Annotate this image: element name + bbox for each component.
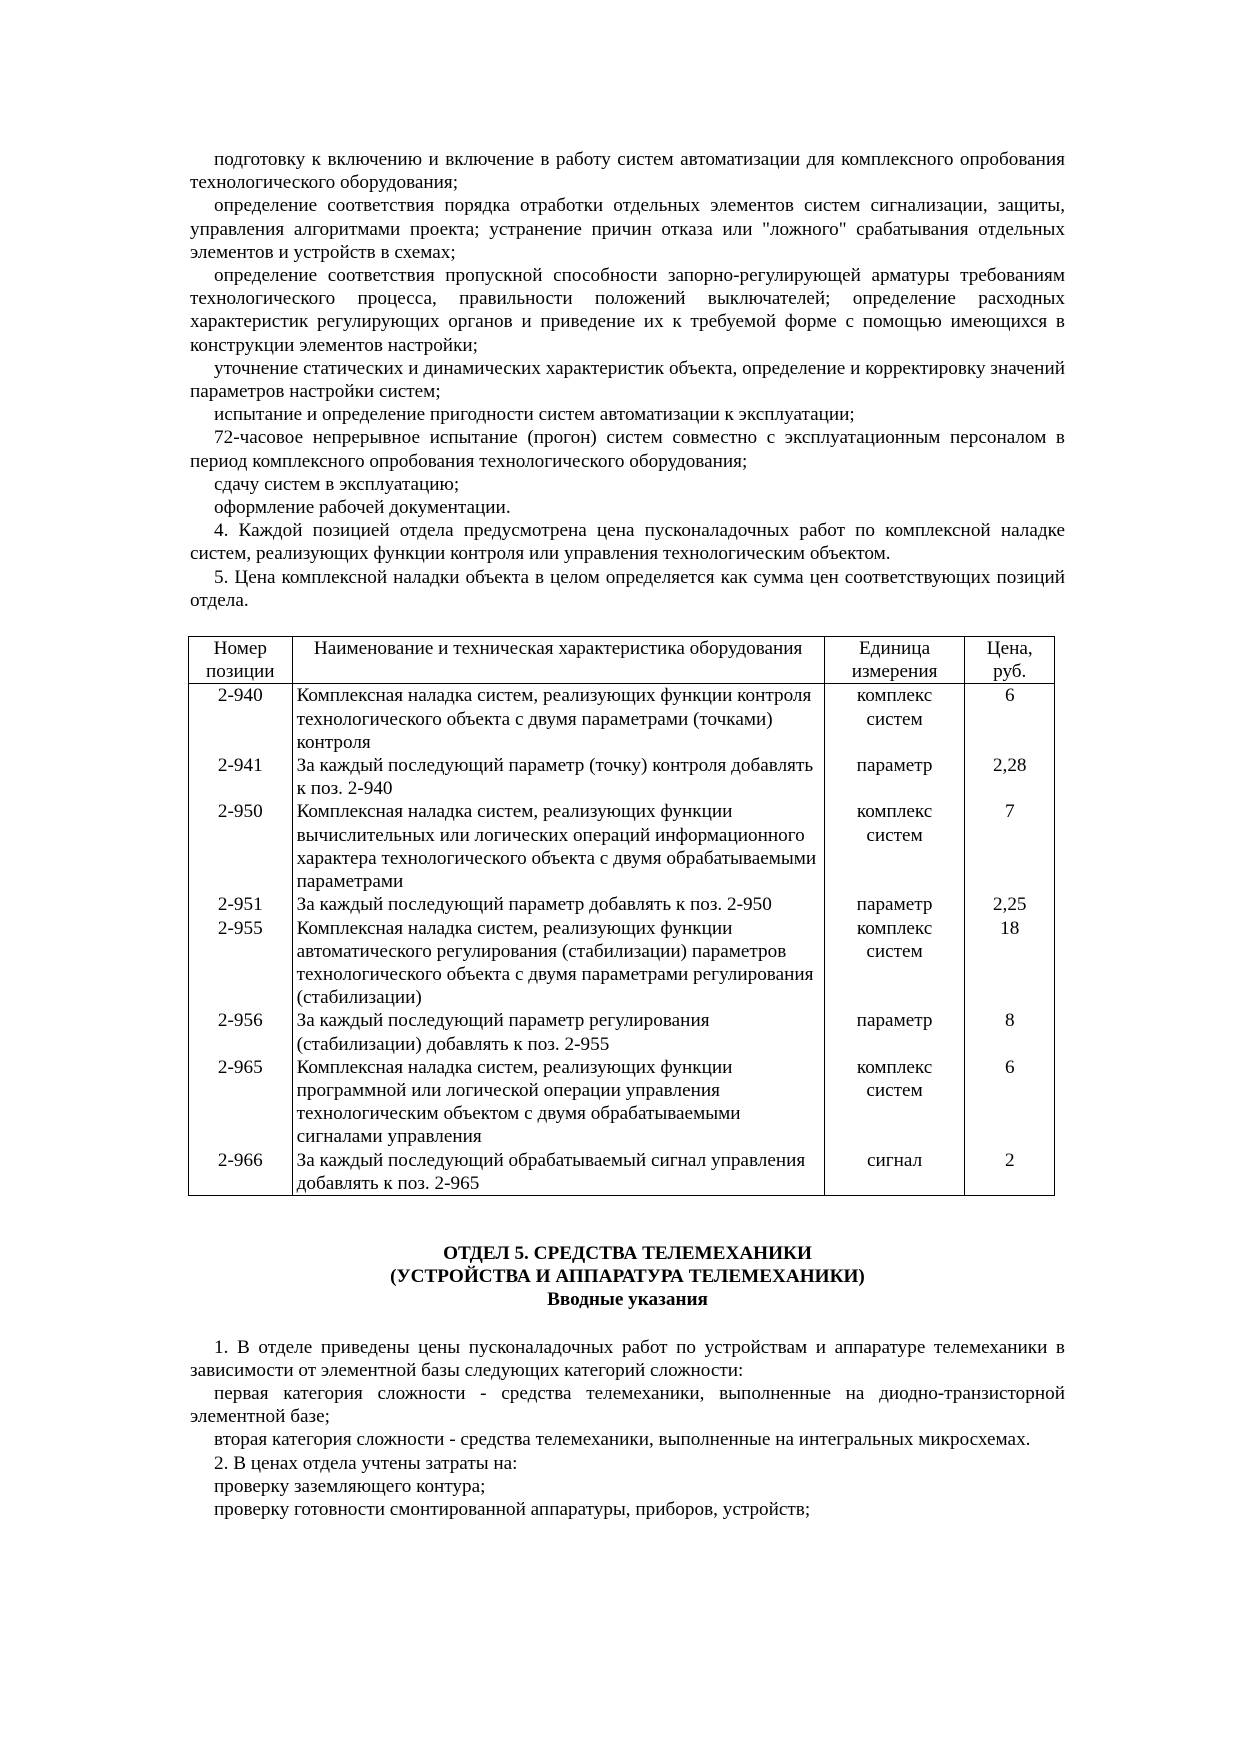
- cell-position-number: 2-951: [189, 893, 293, 916]
- cell-price: 6: [965, 684, 1055, 754]
- table-row: [189, 1009, 1055, 1055]
- paragraph: подготовку к включению и включение в работу систем автоматизации для комплексного опробования технологического оборудования;: [190, 149, 1065, 194]
- table-row: [189, 893, 1055, 916]
- spacer: [190, 1196, 1065, 1242]
- cell-position-number: 2-941: [189, 754, 293, 800]
- paragraph: оформление рабочей документации.: [214, 497, 511, 519]
- paragraph: 2. В ценах отдела учтены затраты на:: [214, 1452, 518, 1474]
- header-unit: Единица измерения: [824, 637, 965, 684]
- cell-position-number: 2-966: [189, 1149, 293, 1196]
- cell-name: Комплексная наладка систем, реализующих функции контроля технологического объекта с двумя параметрами (точками) контроля: [292, 684, 824, 754]
- cell-price: 7: [965, 800, 1055, 893]
- cell-position-number: 2-965: [189, 1056, 293, 1149]
- cell-price: 6: [965, 1056, 1055, 1149]
- cell-position-number: 2-940: [189, 684, 293, 754]
- price-table: [188, 636, 1055, 1196]
- cell-position-number: 2-955: [189, 917, 293, 1010]
- paragraph: первая категория сложности - средства телемеханики, выполненные на диодно-транзисторной элементной базе;: [190, 1382, 1065, 1428]
- cell-unit: комплекс систем: [824, 917, 965, 1010]
- cell-price: 8: [965, 1009, 1055, 1055]
- cell-name: Комплексная наладка систем, реализующих функции программной или логической операции управления технологическим объектом с двумя обрабатываемыми сигналами управления: [292, 1056, 824, 1149]
- cell-unit: сигнал: [824, 1149, 965, 1196]
- document-page: [190, 148, 1065, 1521]
- cell-price: 18: [965, 917, 1055, 1010]
- paragraph: испытание и определение пригодности систем автоматизации к эксплуатации;: [214, 404, 855, 426]
- cell-position-number: 2-956: [189, 1009, 293, 1055]
- spacer: [190, 1312, 1065, 1336]
- cell-name: Комплексная наладка систем, реализующих функции автоматического регулирования (стабилизации) параметров технологического объекта с двумя параметрами регулирования (стабилизации): [292, 917, 824, 1010]
- cell-unit: комплекс систем: [824, 800, 965, 893]
- table-row: [189, 754, 1055, 800]
- paragraph: вторая категория сложности - средства телемеханики, выполненные на интегральных микросхемах.: [214, 1429, 1031, 1451]
- paragraph: 4. Каждой позицией отдела предусмотрена цена пусконаладочных работ по комплексной наладке систем, реализующих функции контроля или управления технологическим объектом.: [190, 520, 1065, 565]
- table-row: [189, 800, 1055, 893]
- cell-unit: параметр: [824, 754, 965, 800]
- cell-unit: комплекс систем: [824, 684, 965, 754]
- cell-name: Комплексная наладка систем, реализующих функции вычислительных или логических операций информационного характера технологического объекта с двумя обрабатываемыми параметрами: [292, 800, 824, 893]
- cell-name: За каждый последующий параметр регулирования (стабилизации) добавлять к поз. 2-955: [292, 1009, 824, 1055]
- cell-price: 2: [965, 1149, 1055, 1196]
- cell-name: За каждый последующий параметр (точку) контроля добавлять к поз. 2-940: [292, 754, 824, 800]
- cell-position-number: 2-950: [189, 800, 293, 893]
- section-title-subline: (УСТРОЙСТВА И АППАРАТУРА ТЕЛЕМЕХАНИКИ): [390, 1266, 865, 1288]
- paragraph: проверку готовности смонтированной аппаратуры, приборов, устройств;: [214, 1498, 811, 1520]
- paragraph: определение соответствия порядка отработки отдельных элементов систем сигнализации, защиты, управления алгоритмами проекта; устранение причин отказа или "ложного" срабатывания отдельных элементов и устройств в схемах;: [190, 195, 1065, 263]
- paragraph: сдачу систем в эксплуатацию;: [214, 473, 460, 495]
- table-row: [189, 917, 1055, 1010]
- paragraph: 1. В отделе приведены цены пусконаладочных работ по устройствам и аппаратуре телемеханики в зависимости от элементной базы следующих категорий сложности:: [190, 1336, 1065, 1381]
- header-name: Наименование и техническая характеристика оборудования: [292, 637, 824, 684]
- table-header-row: [189, 637, 1055, 684]
- paragraph: уточнение статических и динамических характеристик объекта, определение и корректировку значений параметров настройки систем;: [190, 357, 1065, 403]
- cell-unit: комплекс систем: [824, 1056, 965, 1149]
- section-title: ОТДЕЛ 5. СРЕДСТВА ТЕЛЕМЕХАНИКИ: [443, 1242, 812, 1264]
- paragraph: проверку заземляющего контура;: [214, 1475, 486, 1497]
- cell-price: 2,28: [965, 754, 1055, 800]
- intro-text: [190, 148, 1065, 612]
- cell-name: За каждый последующий параметр добавлять к поз. 2-950: [292, 893, 824, 916]
- spacer: [190, 612, 1065, 636]
- cell-price: 2,25: [965, 893, 1055, 916]
- section-subtitle: Вводные указания: [547, 1289, 708, 1311]
- table-row: [189, 684, 1055, 754]
- cell-unit: параметр: [824, 1009, 965, 1055]
- paragraph: определение соответствия пропускной способности запорно-регулирующей арматуры требованиям технологического процесса, правильности положений выключателей; определение расходных характеристик регулирующих органов и приведение их к требуемой форме с помощью имеющихся в конструкции элементов настройки;: [190, 265, 1065, 356]
- section-heading: [190, 1242, 1065, 1312]
- paragraph: 5. Цена комплексной наладки объекта в целом определяется как сумма цен соответствующих позиций отдела.: [190, 566, 1065, 611]
- paragraph: 72-часовое непрерывное испытание (прогон) систем совместно с эксплуатационным персоналом в период комплексного опробования технологического оборудования;: [190, 427, 1065, 472]
- cell-name: За каждый последующий обрабатываемый сигнал управления добавлять к поз. 2-965: [292, 1149, 824, 1196]
- header-position-number: Номер позиции: [189, 637, 293, 684]
- table-row: [189, 1149, 1055, 1196]
- table-row: [189, 1056, 1055, 1149]
- section-text: [190, 1336, 1065, 1522]
- header-price: Цена, руб.: [965, 637, 1055, 684]
- cell-unit: параметр: [824, 893, 965, 916]
